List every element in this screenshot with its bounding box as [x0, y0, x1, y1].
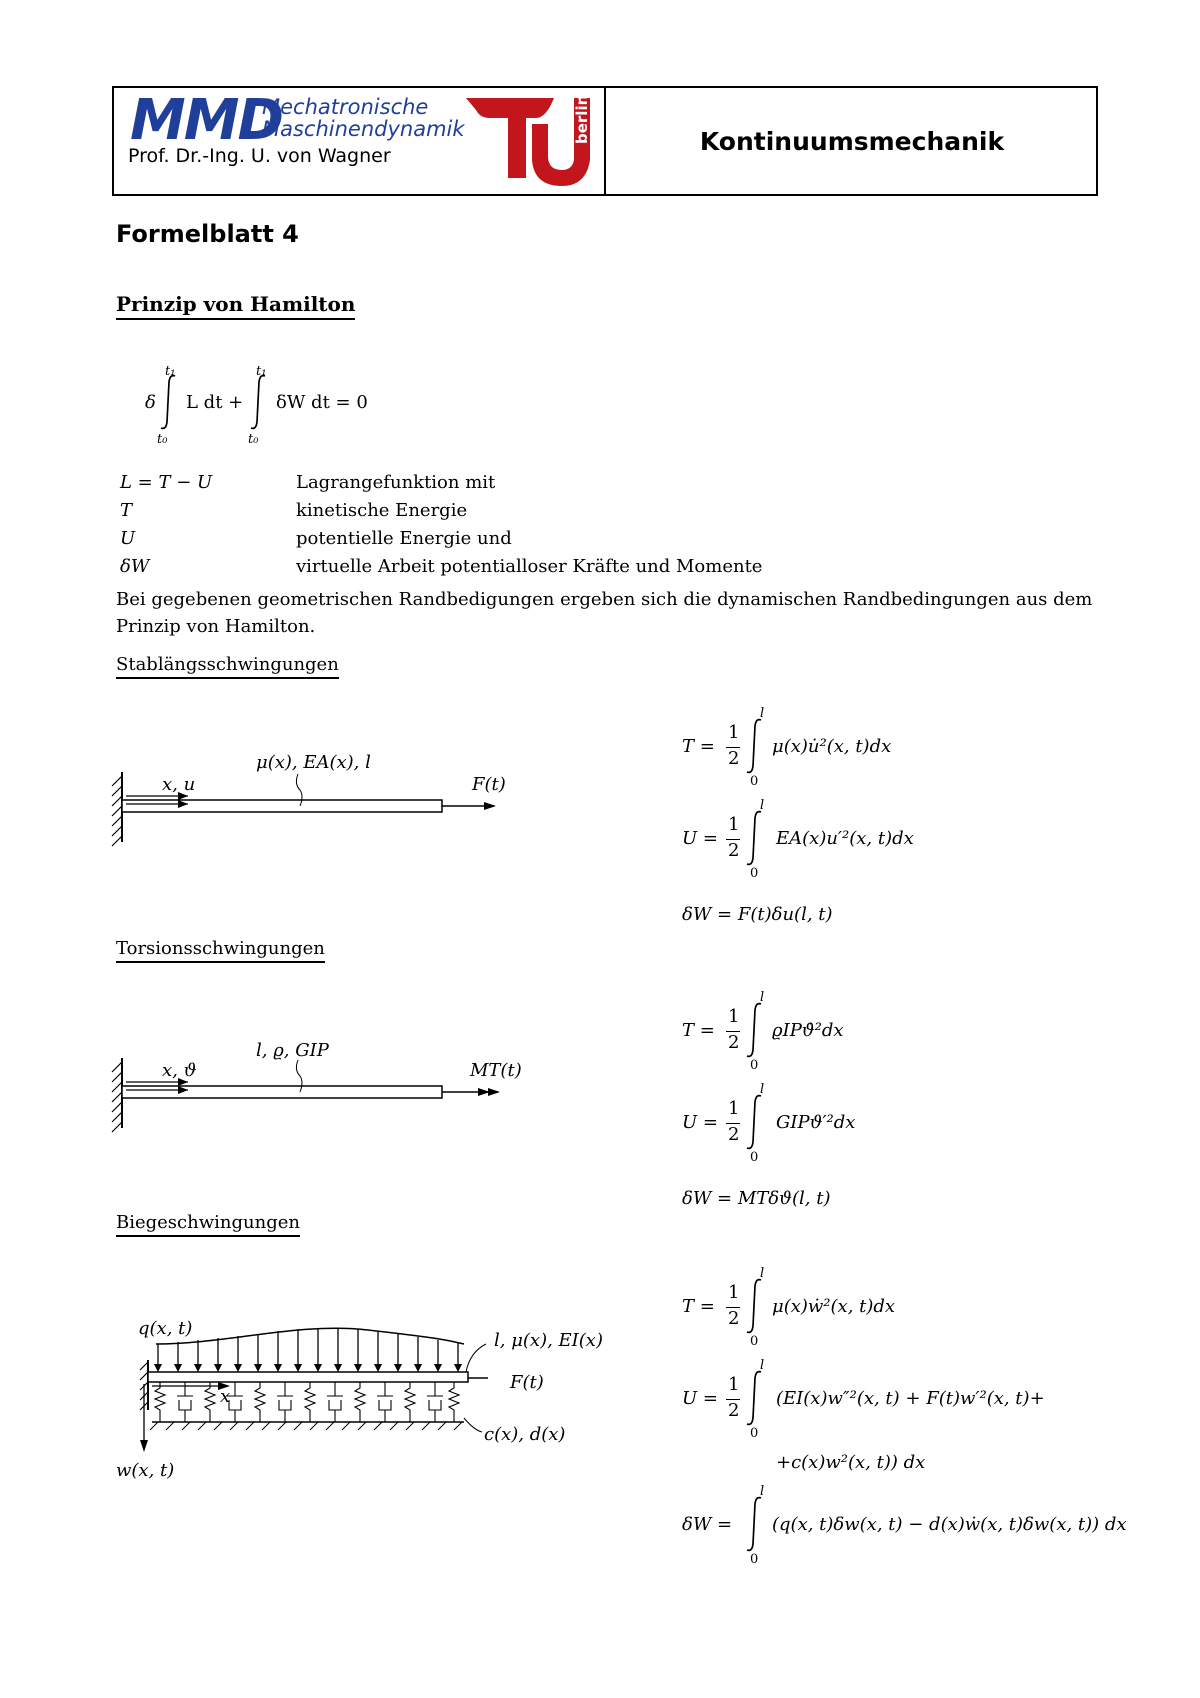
int-upper: t₁: [256, 364, 267, 379]
hamilton-term2: δW dt = 0: [276, 392, 368, 413]
formula-body: μ(x)ẇ²(x, t)dx: [772, 1296, 896, 1317]
int-lower: 0: [750, 866, 759, 881]
label-rod-params: μ(x), EA(x), l: [256, 752, 371, 773]
int-upper: l: [760, 798, 765, 813]
def-text: potentielle Energie und: [296, 528, 512, 549]
frac-den: 2: [728, 748, 740, 769]
section-title-stab: Stablängsschwingungen: [116, 654, 339, 679]
section-title-biege: Biegeschwingungen: [116, 1212, 300, 1237]
def-symbol: U: [120, 528, 136, 549]
sheet-title: Formelblatt 4: [116, 220, 299, 248]
frac-num: 1: [728, 722, 740, 743]
def-symbol: L = T − U: [120, 472, 213, 493]
formula-body: (EI(x)w″²(x, t) + F(t)w′²(x, t)+: [776, 1388, 1045, 1409]
frac-num: 1: [728, 1006, 740, 1027]
formula-body: μ(x)u̇²(x, t)dx: [772, 736, 892, 757]
section-title-torsion: Torsionsschwingungen: [116, 938, 325, 963]
formula-body: ϱIPϑ̇²dx: [772, 1020, 844, 1041]
professor-name: Prof. Dr.-Ing. U. von Wagner: [128, 145, 391, 167]
formula-lhs: T =: [682, 1020, 715, 1041]
frac-num: 1: [728, 1374, 740, 1395]
tu-berlin-text: berlin: [573, 94, 591, 144]
int-lower: 0: [750, 1552, 759, 1567]
int-upper: l: [760, 1358, 765, 1373]
integral-sign: [744, 808, 768, 868]
integral-sign: [744, 1000, 768, 1060]
hamilton-delta: δ: [145, 392, 156, 413]
integral-sign: [744, 1276, 768, 1336]
integral-sign: [158, 372, 182, 432]
frac-den: 2: [728, 1308, 740, 1329]
label-shaft-params: l, ϱ, GIP: [256, 1040, 329, 1061]
label-moment: MT(t): [470, 1060, 522, 1081]
mmd-logo-text: MMD: [130, 88, 282, 153]
frac-num: 1: [728, 1098, 740, 1119]
frac-den: 2: [728, 1400, 740, 1421]
section-title-hamilton: Prinzip von Hamilton: [116, 292, 355, 320]
label-beam-params: l, μ(x), EI(x): [494, 1330, 603, 1351]
frac-num: 1: [728, 814, 740, 835]
label-force: F(t): [472, 774, 506, 795]
tu-berlin-logo: [462, 94, 598, 190]
formula-lhs: U =: [682, 1388, 718, 1409]
label-x-theta: x, ϑ: [162, 1060, 197, 1081]
formula-virtual-work: δW = MTδϑ(l, t): [682, 1188, 831, 1209]
frac-den: 2: [728, 1124, 740, 1145]
int-upper: l: [760, 990, 765, 1005]
int-upper: l: [760, 1082, 765, 1097]
formula-lhs: T =: [682, 1296, 715, 1317]
course-title: Kontinuumsmechanik: [699, 126, 1005, 156]
formula-body: (q(x, t)δw(x, t) − d(x)ẇ(x, t)δw(x, t)) dx: [772, 1514, 1127, 1535]
hamilton-term1: L dt +: [186, 392, 244, 413]
def-symbol: δW: [120, 556, 150, 577]
int-lower: 0: [750, 1334, 759, 1349]
formula-lhs: δW =: [682, 1514, 733, 1535]
int-upper: l: [760, 706, 765, 721]
def-symbol: T: [120, 500, 133, 521]
label-foundation: c(x), d(x): [484, 1424, 566, 1445]
int-lower: t₀: [157, 432, 168, 447]
mmd-logo-line2: Maschinendynamik: [262, 117, 465, 141]
formula-lhs: U =: [682, 1112, 718, 1133]
int-upper: l: [760, 1266, 765, 1281]
label-force: F(t): [510, 1372, 544, 1393]
label-load: q(x, t): [138, 1318, 193, 1339]
int-upper: l: [760, 1484, 765, 1499]
label-x: x: [220, 1386, 231, 1407]
integral-sign: [744, 1092, 768, 1152]
formula-lhs: T =: [682, 736, 715, 757]
formula-body: EA(x)u′²(x, t)dx: [776, 828, 914, 849]
int-lower: 0: [750, 1058, 759, 1073]
frac-den: 2: [728, 840, 740, 861]
formula-body: GIPϑ′²dx: [776, 1112, 856, 1133]
def-text: Lagrangefunktion mit: [296, 472, 496, 493]
int-lower: 0: [750, 774, 759, 789]
hamilton-paragraph: Bei gegebenen geometrischen Randbedigungen ergeben sich die dynamischen Randbedingungen aus dem Prinzip von Hamilton.: [116, 589, 1093, 637]
mmd-logo-line1: Mechatronische: [262, 95, 429, 119]
frac-den: 2: [728, 1032, 740, 1053]
integral-sign: [744, 716, 768, 776]
def-text: virtuelle Arbeit potentialloser Kräfte und Momente: [296, 556, 763, 577]
int-lower: 0: [750, 1426, 759, 1441]
integral-sign: [248, 372, 272, 432]
integral-sign: [744, 1368, 768, 1428]
int-lower: t₀: [248, 432, 259, 447]
formula-lhs: U =: [682, 828, 718, 849]
integral-sign: [744, 1494, 768, 1554]
int-upper: t₁: [165, 364, 176, 379]
formula-virtual-work: δW = F(t)δu(l, t): [682, 904, 833, 925]
label-x-u: x, u: [162, 774, 196, 795]
int-lower: 0: [750, 1150, 759, 1165]
def-text: kinetische Energie: [296, 500, 468, 521]
label-deflection: w(x, t): [116, 1460, 175, 1481]
formula-body-cont: +c(x)w²(x, t)) dx: [776, 1452, 926, 1473]
frac-num: 1: [728, 1282, 740, 1303]
